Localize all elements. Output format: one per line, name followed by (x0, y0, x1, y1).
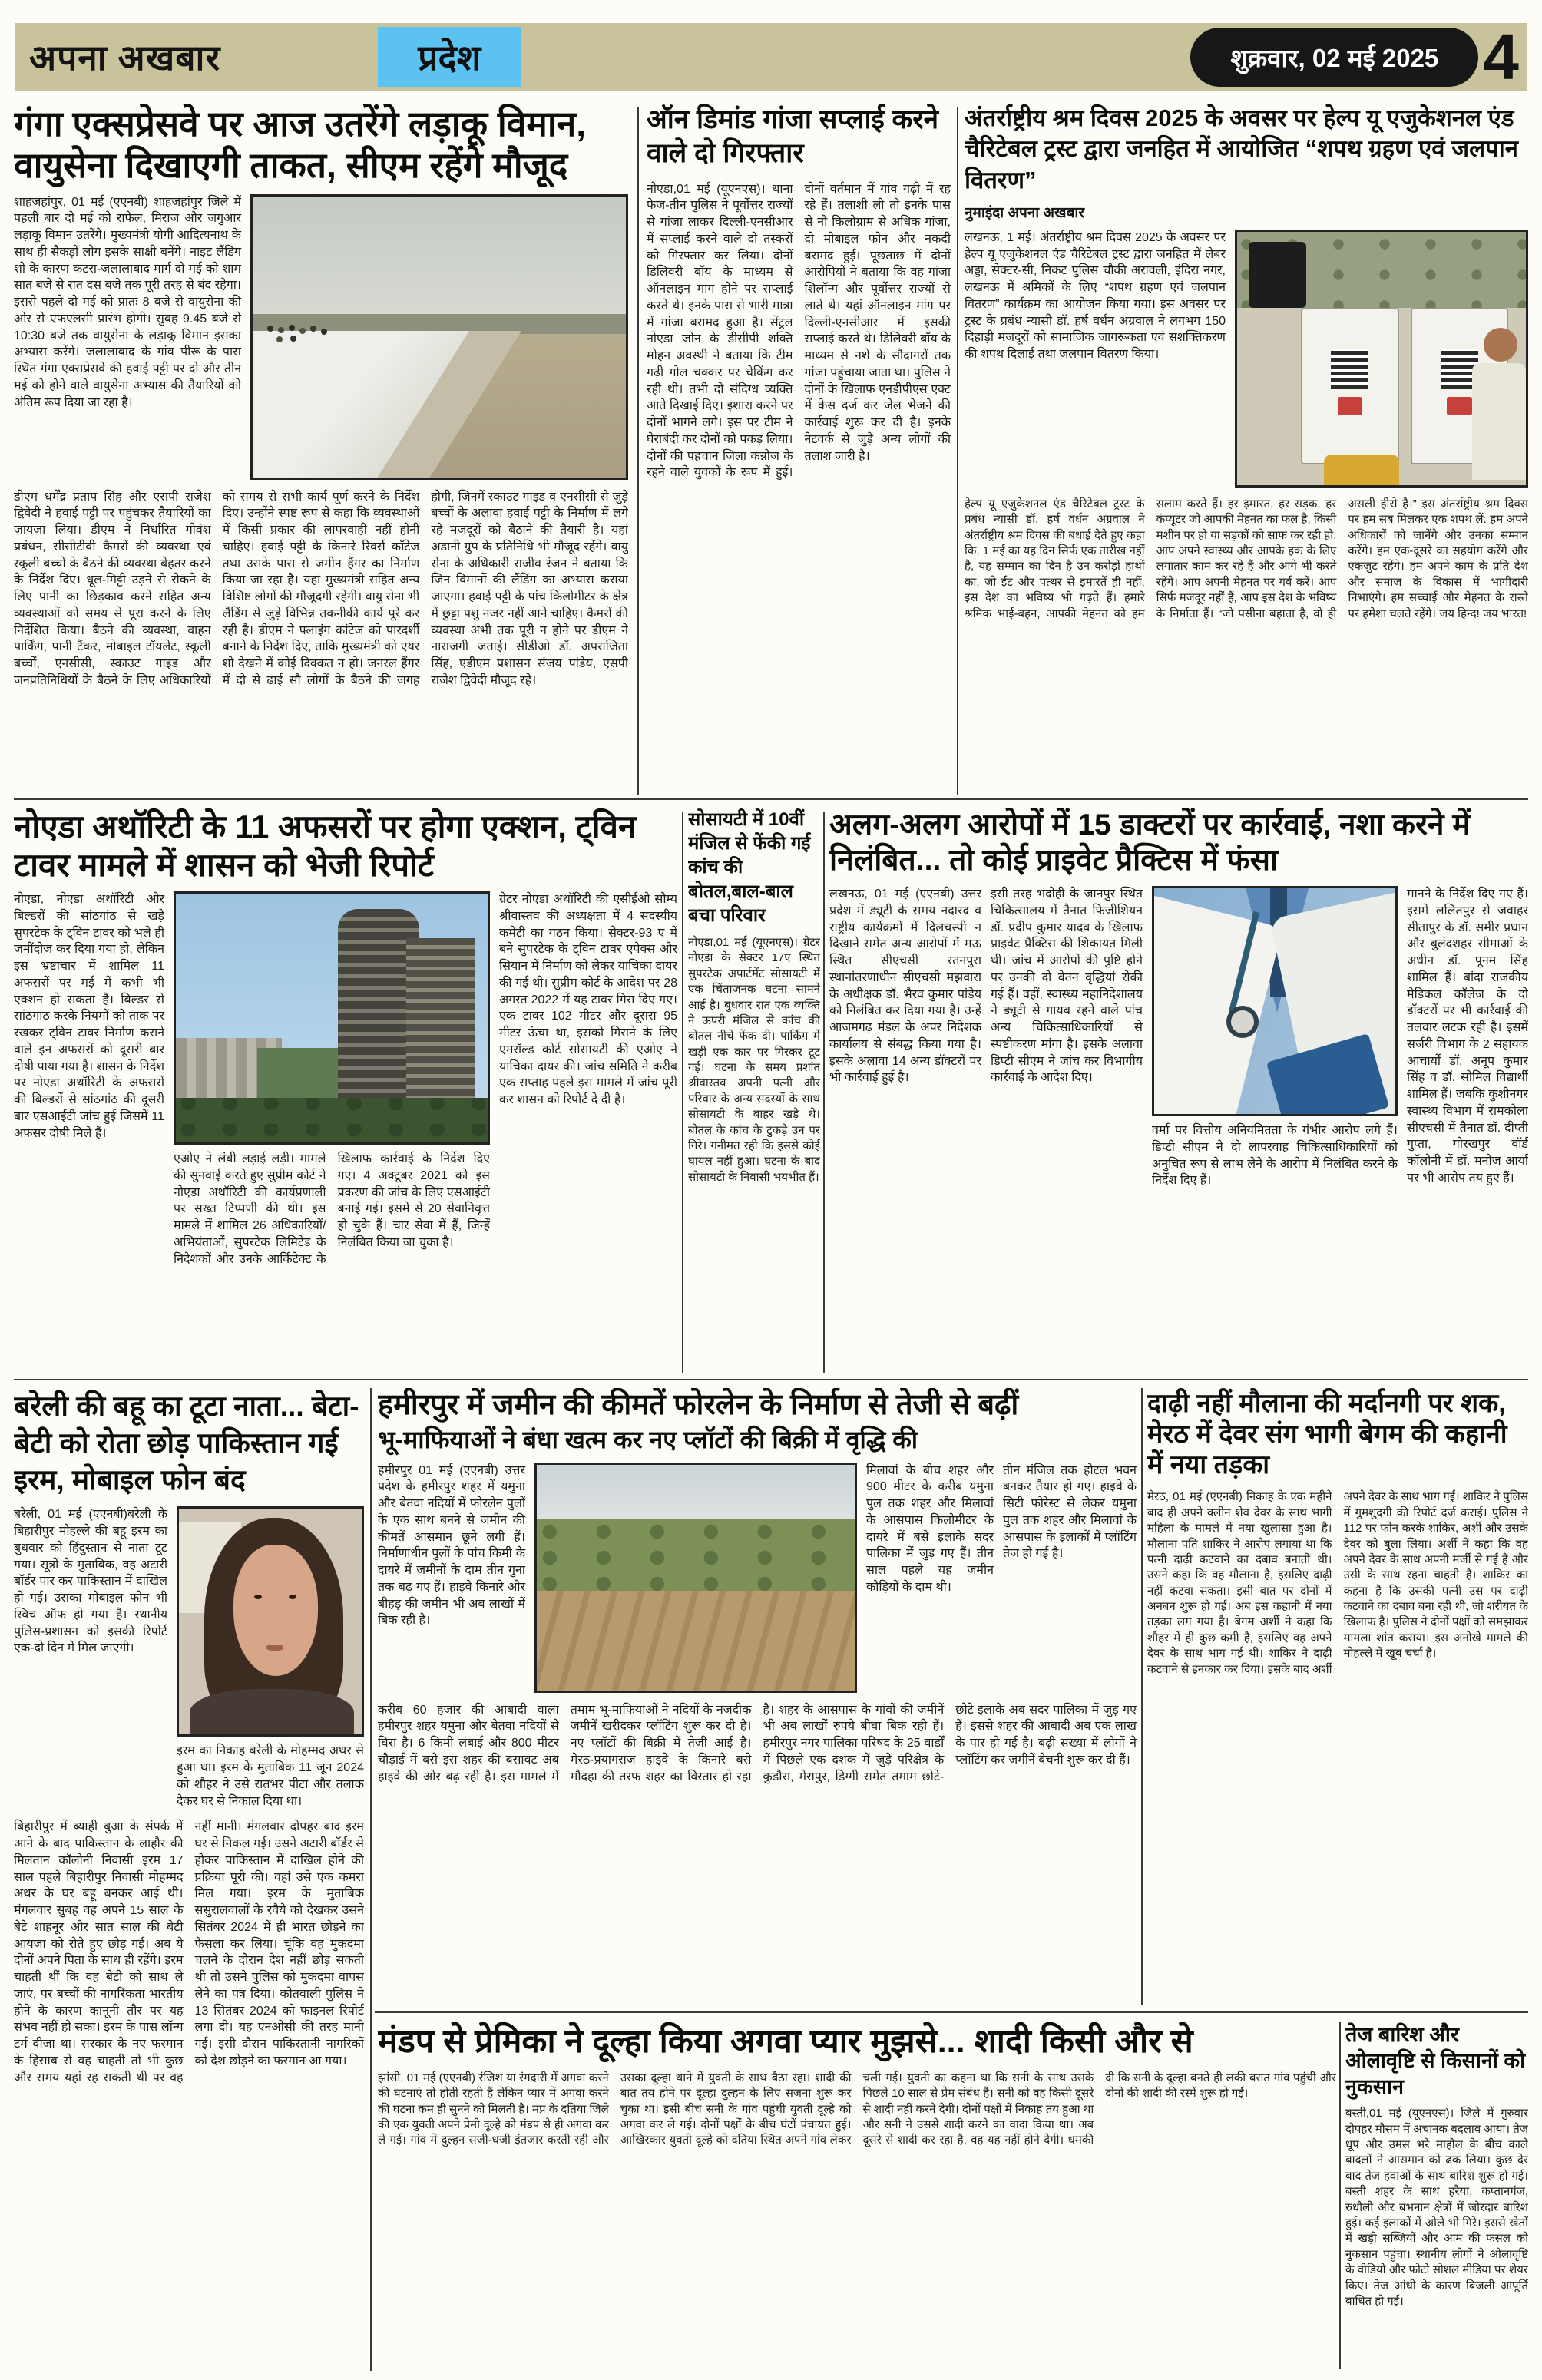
doctors-col1: लखनऊ, 01 मई (एएनबी) उत्तर प्रदेश में ड्यूटी के समय नदारद व राष्ट्रीय कार्यक्रमों में दिलचस्पी न दिखाने समेत अन्य आरोपों में मऊ स्थित सीएचसी रतनपुरा स्थानांतरणाधीन सीएचसी मझवारा के अधीक्षक डॉ. भैरव कुमार पांडेय को निलंबित कर दिया गया है। उन्हें आजमगढ़ मंडल के अपर निदेशक कार्यालय से संबद्ध किया गया है। इसके अलावा 14 अन्य डॉक्टरों पर भी कार्रवाई हुई है। (829, 888, 981, 1085)
article-maulana-beard (1147, 1388, 1528, 2002)
hamirpur-lead: हमीरपुर 01 मई (एएनबी) उत्तर प्रदेश के हमीरपुर शहर में यमुना और बेतवा नदियों में फोरलेन पुलों के एक साथ बनने से जमीन की कीमतें आसमान छूने लगी हैं। निर्माणाधीन पुलों के पांच किमी के दायरे में जमीनों के दाम तीन गुना तक बढ़ गए हैं। हाइवे किनारे और बीहड़ की जमीन भी अब लाखों में बिक रही है। (378, 1463, 525, 1628)
hamirpur-body-columns: करीब 60 हजार की आबादी वाला हमीरपुर शहर यमुना और बेतवा नदियों से घिरा है। 6 किमी लंबाई और 800 मीटर चौड़ाई में बसे इस शहर की बसावट अब हाइवे की ओर बढ़ रही है। इस मामले में तमाम भू-माफियाओं ने नदियों के नजदीक जमीनें खरीदकर प्लॉटिंग शुरू कर दी है। नए प्लॉटों की बिक्री में तेजी आई है। मेरठ-प्रयागराज हाइवे के किनारे बसे मौदहा की तरफ शहर का विस्तार हो रहा है। शहर के आसपास के गांवों की जमीनें भी अब लाखों रुपये बीघा बिक रही हैं। हमीरपुर नगर पालिका परिषद के 25 वार्डों में पिछले एक दशक में जुड़े परिक्षेत्र के कुडौरा, मेरापुर, डिग्गी समेत तमाम छोटे-छोटे इलाके अब सदर पालिका में जुड़ गए हैं। इससे शहर की आबादी अब एक लाख के पार हो गई है। बढ़ी संख्या में लोगों ने प्लॉटिंग कर जमीनें बेचनी शुरू कर दी हैं। (378, 1703, 1137, 1783)
article-bareli-iram (14, 1388, 364, 2371)
article-hamirpur-land (378, 1388, 1137, 2002)
basti-body: बस्ती,01 मई (यूएनएस)। जिले में गुरुवार दोपहर मौसम में अचानक बदलाव आया। तेज धूप और उमस भरे माहौल के बीच काले बादलों ने आसमान को ढक लिया। कुछ देर बाद तेज हवाओं के साथ बारिश शुरू हो गई। बस्ती शहर के साथ हरैया, कप्तानगंज, रुधौली और बभनान क्षेत्रों में जोरदार बारिश हुई। कई इलाकों में ओले भी गिरे। इससे खेतों में खड़ी सब्जियों और आम की फसल को नुकसान पहुंचा। स्थानीय लोगों ने ओलावृष्टि के वीडियो और फोटो सोशल मीडिया पर शेयर किए। तेज आंधी के कारण बिजली आपूर्ति बाधित हो गई। (1345, 2107, 1528, 2308)
bareli-lead: बरेली, 01 मई (एएनबी)बरेली के बिहारीपुर मोहल्ले की बहू इरम का बुधवार को हिंदुस्तान से नाता टूट गया। सूत्रों के मुताबिक, वह अटारी बॉर्डर पार कर पाकिस्तान में दाखिल हो गई। उसका मोबाइल फोन भी स्विच ऑफ हो गया है। स्थानीय पुलिस-प्रशासन को इसकी रिपोर्ट एक-दो दिन में मिल जाएगी। (14, 1508, 167, 1655)
ganja-body-columns: नोएडा,01 मई (यूएनएस)। थाना फेज-तीन पुलिस ने पूर्वोत्तर राज्यों से गांजा लाकर दिल्ली-एनसीआर में सप्लाई करने वाले दो तस्करों को गिरफ्तार कर लिया। दोनों डिलिवरी बॉय के माध्यम से ऑनलाइन मांग होने पर सप्लाई करते थे। इनके पास से भारी मात्रा में गांजा बरामद हुआ है। सेंट्रल नोएडा जोन के डीसीपी शक्ति मोहन अवस्थी ने बताया कि टीम गढ़ी गोल चक्कर पर चेकिंग कर रही थी। तभी दो संदिग्ध व्यक्ति आते दिखाई दिए। इशारा करने पर दोनों भागने लगे। इस पर टीम ने घेराबंदी कर दोनों को पकड़ लिया। दोनों की पहचान जिला कन्नौज के रहने वाले युवकों के रूप में हुई। दोनों वर्तमान में गांव गढ़ी में रह रहे हैं। तलाशी ली तो इनके पास से नौ किलोग्राम से अधिक गांजा, दो मोबाइल फोन और नकदी बरामद हुई। पूछताछ में दोनों आरोपियों ने बताया कि वह गांजा शिलॉन्ग और पूर्वोत्तर राज्यों से लाते थे। यहां ऑनलाइन मांग पर दिल्ली-एनसीआर में इसकी सप्लाई करते थे। डिलिवरी बॉय के माध्यम से नशे के सौदागरों तक गांजा पहुंचाया जाता था। पुलिस ने दोनों के खिलाफ एनडीपीएस एक्ट में केस दर्ज कर जेल भेजने की कार्रवाई शुरू कर दी है। इनके नेटवर्क से जुड़े अन्य लोगों की तलाश जारी है। (647, 182, 951, 480)
labour-lead-text: लखनऊ, 1 मई। अंतर्राष्ट्रीय श्रम दिवस 2025 के अवसर पर हेल्प यू एजुकेशनल एंड चैरिटेबल ट्रस्ट द्वारा जनहित में लेबर अड्डा, सेक्टर-सी, निकट पुलिस चौकी अरावली, इंदिरा नगर, लखनऊ में श्रमिकों के लिए “शपथ ग्रहण एवं जलपान वितरण” कार्यक्रम का आयोजन किया गया। इस अवसर पर ट्रस्ट के प्रबंध न्यासी डॉ. हर्ष वर्धन अग्रवाल ने लगभग 150 दिहाड़ी मजदूरों को सामाजिक जागरूकता एवं सशक्तिकरण की शपथ दिलाई तथा जलपान वितरण किया। (965, 230, 1226, 362)
ganga-lead-text: शाहजहांपुर, 01 मई (एएनबी) शाहजहांपुर जिले में पहली बार दो मई को राफेल, मिराज और जगुआर लड़ाकू विमान उतरेंगे। मुख्यमंत्री योगी आदित्यनाथ के साथ ही सैकड़ों लोग इसके साक्षी बनेंगे। नाइट लैंडिंग शो के कारण कटरा-जलालाबाद मार्ग दो मई को शाम सात बजे से रात दस बजे तक पूरी तरह से बंद रहेगा। इससे पहले दो मई को प्रातः 8 बजे से वायुसेना की ओर से एफएलसी प्रारंभ होगी। सुबह 9.45 बजे से 10:30 बजे तक वायुसेना के लड़ाकू विमान इसका अभ्यास करेंगे। जलालाबाद के गांव पीरू के पास स्थित गंगा एक्सप्रेसवे की हवाई पट्टी पर दो और तीन मई को होने वाले वायुसेना अभ्यास की तैयारियों को अंतिम रूप दिया जा रहा है। (14, 195, 241, 409)
photo-lips (266, 1645, 283, 1651)
photo-scrubland (537, 1519, 855, 1595)
farmland-photo (534, 1463, 857, 1693)
maulana-body-columns: मेरठ, 01 मई (एएनबी) निकाह के एक महीने बाद ही अपने क्लीन शेव देवर के साथ भागी महिला के मामले में नया खुलासा हुआ है। मौलाना पति शाकिर ने आरोप लगाया था कि पत्नी दाढ़ी कटवाने का दबाव बनाती थी। उसने कहा कि वह मौलाना है, इसलिए दाढ़ी नहीं कटवा सकता। इसी बात पर दोनों में अनबन शुरू हो गई। अब इस कहानी में नया तड़का लग गया है। बेगम अर्शी ने कहा कि शौहर में ही कुछ कमी है, इसलिए वह अपने देवर के साथ भाग गई थी। शाकिर ने दाढ़ी कटवाने से इनकार कर दिया। इसके बाद अर्शी अपने देवर के साथ भाग गई। शाकिर ने पुलिस में गुमशुदगी की रिपोर्ट दर्ज कराई। पुलिस ने 112 पर फोन करके शाकिर, अर्शी और उसके देवर को बुला लिया। अर्शी ने कहा कि वह अपने देवर के साथ अपनी मर्जी से गई है और उसी के साथ रहना चाहती है। शाकिर का कहना है कि उसकी पत्नी उस पर दाढ़ी कटवाने का दबाव बना रही थी, जो शरीयत के खिलाफ है। पुलिस ने दोनों पक्षों को समझाकर मामला शांत कराया। इस अनोखे मामले की मोहल्ले में खूब चर्चा है। (1147, 1490, 1528, 1676)
headline-society: सोसायटी में 10वीं मंजिल से फेंकी गई कांच की बोतल,बाल-बाल बचा परिवार (688, 809, 811, 926)
photo-shoulders (190, 1689, 354, 1737)
society-body: नोएडा,01 मई (यूएनएस)। ग्रेटर नोएडा के सेक्टर 17ए स्थित सुपरटेक अपार्टमेंट सोसायटी में एक चिंताजनक घटना सामने आई है। बुधवार रात एक व्यक्ति ने ऊपरी मंजिल से कांच की बोतल नीचे फेंक दी। पार्किंग में खड़ी एक कार पर गिरकर टूट गई। घटना के समय प्रशांत श्रीवास्तव अपनी पत्नी और परिवार के अन्य सदस्यों के साथ सोसायटी के बाहर खड़े थे। बोतल के कांच के टुकड़े उन पर गिरे। गनीमत रही कि इससे कोई घायल नहीं हुआ। घटना के बाद सोसायटी के निवासी भयभीत हैं। (688, 935, 820, 1184)
noida-middle (174, 891, 490, 1343)
runway-airshow-photo (250, 194, 628, 480)
photo-sky (253, 197, 626, 323)
headline-labour: अंतर्राष्ट्रीय श्रम दिवस 2025 के अवसर पर हेल्प यू एजुकेशनल एंड चैरिटेबल ट्रस्ट द्वारा जनहित में आयोजित “शपथ ग्रहण एवं जलपान वितरण” (965, 104, 1519, 193)
row-divider-1 (14, 798, 1528, 800)
subheadline-hamirpur: भू-माफियाओं ने बंधा खत्म कर नए प्लॉटों की बिक्री में वृद्धि की (378, 1425, 918, 1453)
photo-eye (289, 1595, 296, 1599)
banner-logo (1447, 397, 1471, 415)
headline-noida: नोएडा अथॉरिटी के 11 अफसरों पर होगा एक्शन, ट्विन टावर मामले में शासन को भेजी रिपोर्ट (14, 808, 637, 883)
col-divider-1b (957, 107, 958, 795)
photo-eye (254, 1595, 262, 1599)
bareli-body-columns: बिहारीपुर में ब्याही बुआ के संपर्क में आने के बाद पाकिस्तान के लाहौर की मिलतान कॉलोनी निवासी इरम 17 साल पहले बिहारीपुर निवासी मोहम्मद अथर के घर बहू बनकर आई थी। मंगलवार सुबह वह अपने 15 साल के बेटे शाहनूर और सात साल की बेटी आयजा को रोते हुए छोड़ गई। अब ये दोनों अपने पिता के साथ ही रहेंगे। इरम चाहती थीं कि वह बेटी को साथ ले जाएं, पर बच्चों की नागरिकता भारतीय होने के कारण कानूनी तौर पर यह संभव नहीं हो सका। इरम के पास लॉन्ग टर्म वीजा था। सरकार के नए फरमान के हिसाब से वह चाहती तो भी कुछ और समय यहां रह सकती थी पर वह नहीं मानी। मंगलवार दोपहर बाद इरम घर से निकल गई। उसने अटारी बॉर्डर से होकर पाकिस्तान में दाखिल होने की प्रक्रिया पूरी की। वहां उसे एक कमरा मिल गया। इरम के मुताबिक ससुरालवालों के रवैये को देखकर उसने सितंबर 2024 में ही भारत छोड़ने का फैसला कर लिया। चूंकि वह मुकदमा चलने के दौरान देश नहीं छोड़ सकती थी तो उसने पुलिस को मुकदमा वापस लेने का पत्र दिया। कोतवाली पुलिस ने 13 सितंबर 2024 को फाइनल रिपोर्ट लगा दी। यह एनओसी की तरह मानी गई। इसी दौरान पाकिस्तानी नागरिकों को देश छोड़ने का फरमान आ गया। (14, 1820, 364, 2084)
article-basti-hailstorm (1345, 2022, 1528, 2369)
photo-banner-left (1301, 308, 1399, 465)
article-ganga-expressway (14, 103, 628, 795)
photo-green-net (257, 1048, 351, 1102)
iram-portrait-photo (177, 1506, 364, 1737)
row-divider-2 (14, 1379, 1528, 1380)
section-label: प्रदेश (378, 27, 521, 87)
doctors-middle (1152, 886, 1398, 1337)
bareli-photo-below-text: इरम का निकाह बरेली के मोहम्मद अथर से हुआ था। इरम के मुताबिक 11 जून 2024 को शौहर ने उसे रातभर पीटा और तलाक देकर घर से निकाल दिया था। (177, 1744, 364, 1808)
twin-towers-photo (174, 891, 490, 1145)
headline-bareli: बरेली की बहू का टूटा नाता... बेटा-बेटी को रोता छोड़ पाकिस्तान गई इरम, मोबाइल फोन बंद (14, 1390, 359, 1496)
bareli-photo-column (177, 1506, 364, 1810)
headline-ganga: गंगा एक्सप्रेसवे पर आज उतरेंगे लड़ाकू विमान, वायुसेना दिखाएगी ताकत, सीएम रहेंगे मौजूद (14, 104, 587, 186)
col-divider-2b (823, 812, 825, 1373)
headline-mandap: मंडप से प्रेमिका ने दूल्हा किया अगवा प्यार मुझसे... शादी किसी और से (378, 2023, 1193, 2060)
mandap-body-columns: झांसी, 01 मई (एएनबी) रंजिश या रंगदारी में अगवा करने की घटनाएं तो होती रहती हैं लेकिन प्यार में अगवा करने की घटना कम ही सुनने को मिलती है। मप्र के दतिया जिले की एक युवती अपने प्रेमी दूल्हे को मंडप से ही अगवा कर ले गई। गांव में दुल्हन सजी-धजी इंतजार करती रही और उसका दूल्हा थाने में युवती के साथ बैठा रहा। शादी की बात तय होने पर दूल्हा दुल्हन के लिए सजना शुरू कर चुका था। इसी बीच सनी के गांव पहुंची युवती दूल्हे को अगवा कर ले गई। दोनों पक्षों के बीच घंटों पंचायत हुई। आखिरकार युवती दूल्हे को दतिया स्थित अपने गांव लेकर चली गई। युवती का कहना था कि सनी के साथ उसके पिछले 10 साल से प्रेम संबंध है। सनी को वह किसी दूसरे से शादी नहीं करने देगी। दोनों पक्षों में निकाह तय हुआ था और सनी ने उससे शादी करने का वादा किया था। अब दूसरे से शादी कर रहा है, वह यह नहीं होने देगी। धमकी दी कि सनी के दूल्हा बनते ही लकी बरात गांव पहुंची और दोनों की शादी की रस्में शुरू हो गईं। (378, 2071, 1336, 2147)
row-divider-3 (375, 2011, 1528, 2013)
col-divider-3b (1141, 1388, 1143, 2005)
noida-mid-text: एओए ने लंबी लड़ाई लड़ी। मामले की सुनवाई करते हुए सुप्रीम कोर्ट ने नोएडा अथॉरिटी की कार्यप्रणाली पर सख्त टिप्पणी की थी। इस मामले में शामिल 26 अधिकारियों/अभियंताओं, सुपरटेक लिमिटेड के निदेशकों और उनके आर्किटेक्ट के खिलाफ कार्रवाई के निर्देश दिए गए। 4 अक्टूबर 2021 को इस प्रकरण की जांच के लिए एसआईटी बनाई गई। इसमें से 20 सेवानिवृत्त हो चुके हैं। चार सेवा में हैं, जिन्हें निलंबित किया जा चुका है। (174, 1152, 490, 1266)
headline-ganja: ऑन डिमांड गांजा सप्लाई करने वाले दो गिरफ्तार (647, 104, 939, 168)
col-divider-2a (682, 812, 683, 1373)
doctor-photo (1152, 886, 1398, 1116)
col-divider-3a (370, 1388, 372, 2371)
headline-doctors: अलग-अलग आरोपों में 15 डाक्टरों पर कार्रवाई, नशा करने में निलंबित... तो कोई प्राइवेट प्रैक्टिस में फंसा (829, 808, 1471, 878)
col-divider-1a (637, 107, 639, 795)
hamirpur-colA: मिलावां के बीच शहर और 900 मीटर के करीब यमुना पुल तक शहर और मिलावां के आसपास किलोमीटर के दायरे में बसे इलाके सदर पालिका में जुड़ गए हैं। तीन साल पहले यह जमीन कौड़ियों के दाम थी। (866, 1463, 994, 1594)
col-divider-4a (1339, 2022, 1341, 2369)
labour-body-columns: हेल्प यू एजुकेशनल एंड चैरिटेबल ट्रस्ट के प्रबंध न्यासी डॉ. हर्ष वर्धन अग्रवाल ने अंतर्राष्ट्रीय श्रम दिवस की बधाई देते हुए कहा कि, 1 मई का यह दिन सिर्फ एक तारीख नहीं है, यह सम्मान का दिन है उन करोड़ों हाथों का, जो ईंट और पत्थर से इमारतें ही नहीं, इस देश का भविष्य भी गढ़ते हैं। हमारे श्रमिक भाई-बहन, आपकी मेहनत को हम सलाम करते हैं। हर इमारत, हर सड़क, हर कंप्यूटर जो आपकी मेहनत का फल है, किसी मशीन पर हो या सड़कों को साफ कर रही हो, आप अपने स्वास्थ्य और आपके हक के लिए लगातार काम कर रहे हैं और आगे भी करते रहेंगे। आप अपनी मेहनत पर गर्व करें। आप सिर्फ मजदूर नहीं हैं, आप इस देश के भविष्य के निर्माता हैं। “जो पसीना बहाता है, वो ही असली हीरो है।” इस अंतर्राष्ट्रीय श्रम दिवस पर हम सब मिलकर एक शपथ लें: हम अपने अधिकारों को जानेंगे और उनका सम्मान करेंगे। हम एक-दूसरे का सहयोग करेंगे और एकजुट रहेंगे। हम अपने काम के प्रति देश और समाज के विकास में भागीदारी निभाएंगे। हम सच्चाई और मेहनत के रास्ते पर हमेशा चलते रहेंगे। जय हिन्द! जय भारत! (965, 497, 1528, 620)
article-noida-authority (14, 808, 677, 1373)
noida-col3: ग्रेटर नोएडा अथॉरिटी की एसीईओ सौम्य श्रीवास्तव की अध्यक्षता में 4 सदस्यीय कमेटी का गठन किया। सेक्टर-93 ए में बने सुपरटेक के ट्विन टावर एपेक्स और सियान में निर्माण को लेकर याचिका दायर की गई थी। सुप्रीम कोर्ट के आदेश पर 28 अगस्त 2022 में यह टावर गिरा दिए गए। एक टावर 102 मीटर और दूसरा 95 मीटर ऊंचा था, इसको गिराने के लिए एमरॉल्ड कोर्ट सोसायटी की एओए ने याचिका दायर की। जांच समिति ने करीब एक सप्ताह पहले इस मामले में जांच पूरी कर शासन को रिपोर्ट दे दी है। (499, 893, 677, 1107)
headline-maulana: दाढ़ी नहीं मौलाना की मर्दानगी पर शक, मेरठ में देवर संग भागी बेगम की कहानी में नया तड़का (1147, 1389, 1507, 1480)
article-ganja-arrest (647, 103, 951, 795)
page-number: 4 (1483, 21, 1519, 93)
photo-fruit-pile (1324, 455, 1399, 485)
trust-event-photo (1235, 230, 1528, 488)
headline-hamirpur: हमीरपुर में जमीन की कीमतें फोरलेन के निर्माण से तेजी से बढ़ीं (378, 1389, 1019, 1421)
hamirpur-colB: तीन मंजिल तक होटल भवन बनकर तैयार हो गए। हाइवे के सिटी फोरेस्ट से लेकर यमुना पुल तक शहर और मिलावां के आसपास के इलाकों में प्लॉटिंग तेज हो गई है। (1003, 1463, 1137, 1561)
date-badge: शुक्रवार, 02 मई 2025 (1190, 28, 1478, 87)
headline-basti: तेज बारिश और ओलावृष्टि से किसानों को नुकसान (1345, 2023, 1526, 2098)
noida-col1: नोएडा, नोएडा अथॉरिटी और बिल्डरों की सांठगांठ से खड़े सुपरटेक के ट्विन टावर को भले ही जमींदोज कर दिया गया हो, लेकिन इस भ्रष्टाचार में शामिल 11 अफसरों पर मई में कभी भी एक्शन हो सकता है। बिल्डर से सांठगांठ करके नियमों को ताक पर रखकर ट्विन टावर निर्माण कराने वाले इन अफसरों को दूसरी बार दोषी पाया गया है। शासन के निर्देश पर नोएडा अथॉरिटी के अफसरों की बिल्डरों से सांठगांठ की दूसरी बार एसआईटी जांच हुई जिसमें 11 अफसर दोषी मिले हैं। (14, 893, 164, 1140)
article-society-bottle (688, 808, 820, 1373)
labour-byline: नुमाइंदा अपना अखबार (965, 204, 1085, 221)
photo-stethoscope-chestpiece (1226, 1006, 1259, 1038)
photo-speaker-box (1249, 242, 1306, 308)
photo-sky (537, 1465, 855, 1523)
doctors-col4: मानने के निर्देश दिए गए हैं। इसमें ललितपुर से जवाहर सीतापुर के डॉ. समीर प्रधान और बुलंदशहर सीमाओं के अधीन डॉ. पूनम सिंह शामिल हैं। बांदा राजकीय मेडिकल कॉलेज के दो डॉक्टरों पर भी कार्रवाई की तलवार लटक रही है। इसमें सर्जरी विभाग के 2 सहायक आचार्यों डॉ. अनूप कुमार सिंह व डॉ. सोमिल विद्यार्थी शामिल हैं। जबकि कुशीनगर स्वास्थ्य विभाग में रामकोला सीएचसी में तैनात डॉ. दीप्ती गुप्ता, गोरखपुर वॉर्ड कॉलोनी में डॉ. मनोज आर्या पर भी आरोप तय हुए हैं। (1407, 888, 1528, 1185)
photo-dirt-foreground (537, 1591, 855, 1690)
ganga-body-columns: डीएम धर्मेंद्र प्रताप सिंह और एसपी राजेश द्विवेदी ने हवाई पट्टी पर पहुंचकर तैयारियों का जायजा लिया। डीएम ने निर्धारित गोवंश प्रबंधन, सीसीटीवी कैमरों की व्यवस्था एवं स्कूली बच्चों के बैठने की व्यवस्था बेहतर करने के निर्देश दिए। धूल-मिट्टी उड़ने से रोकने के लिए पानी का छिड़काव करने सहित अन्य व्यवस्थाओं को समय से पूरा करने के लिए निर्देशित किया। बैठने की व्यवस्था, वाहन पार्किंग, पानी टैंकर, मोबाइल टॉयलेट, स्कूली बच्चों, एनसीसी, स्काउट गाइड और जनप्रतिनिधियों के बैठने के लिए अधिकारियों को समय से सभी कार्य पूर्ण करने के निर्देश दिए। उन्होंने स्पष्ट रूप से कहा कि व्यवस्थाओं में किसी प्रकार की लापरवाही नहीं होनी चाहिए। हवाई पट्टी के किनारे रिवर्स कॉटेज तथा उसके पास से जमीन हैंगर का निर्माण किया जा रहा है। यहां मुख्यमंत्री सहित अन्य विशिष्ट लोगों की मौजूदगी रहेगी। वायु सेना भी लैंडिंग से जुड़े विभिन्न तकनीकी कार्य पूरे कर रही है। डीएम ने फ्लाइंग कांटेज को पारदर्शी बनाने के निर्देश दिए, ताकि मुख्यमंत्री को एयर शो देखने में कोई दिक्कत न हो। जनरल हैंगर में दो से ढाई सौ लोगों के बैठने की जगह होगी, जिनमें स्काउट गाइड व एनसीसी से जुड़े बच्चों के अलावा हवाई पट्टी के निर्माण में लगे रहे मजदूरों को बैठाने की तैयारी है। यहां अडानी ग्रुप के प्रतिनिधि भी मौजूद रहेंगे। वायु सेना के अधिकारी राजीव रंजन ने बताया कि जिन विमानों की लैंडिंग का अभ्यास कराया जाएगा। हवाई पट्टी के पांच किलोमीटर के क्षेत्र में छुट्टा पशु नजर नहीं आने चाहिए। कैमरों की व्यवस्था अभी तक पूरी न होने पर डीएम ने नाराजगी जताई। सीडीओ डॉ. अपराजिता सिंह, एडीएम प्रशासन संजय पांडेय, एसपी राजेश द्विवेदी मौजूद रहे। (14, 490, 628, 687)
photo-tower-ceyane (406, 938, 475, 1122)
masthead (15, 23, 1527, 91)
doctors-col2: इसी तरह भदोही के जानपुर स्थित चिकित्सालय में तैनात फिजीशियन डॉ. प्रदीप कुमार यादव के खिलाफ प्राइवेट प्रैक्टिस की शिकायत मिली थी। जांच में आरोपों की पुष्टि होने पर उनकी दो वेतन वृद्धियां रोकी गई हैं। वहीं, स्वास्थ्य महानिदेशालय ने ड्यूटी से गायब रहने वाले पांच अन्य चिकित्साधिकारियों से स्पष्टीकरण मांगा है। इसके अलावा डिप्टी सीएम ने जांच कर विभागीय कार्रवाई के आदेश दिए। (991, 888, 1143, 1085)
article-labour-day-trust (965, 103, 1528, 795)
qr-code (1331, 349, 1369, 389)
doctors-mid-text: वर्मा पर वित्तीय अनियमितता के गंभीर आरोप लगे हैं। डिप्टी सीएम ने दो लापरवाह चिकित्साधिकारियों को अनुचित रूप से लाभ लेने के आरोप में निलंबित करने के निर्देश दिए हैं। (1152, 1124, 1398, 1188)
banner-logo (1338, 397, 1362, 415)
paper-name: अपना अखबार (29, 38, 221, 78)
article-doctors-action (829, 808, 1528, 1373)
photo-face (233, 1545, 317, 1676)
article-mandap-abduction (378, 2022, 1336, 2369)
photo-trees (176, 1098, 488, 1142)
photo-person-head (1484, 328, 1517, 362)
photo-person-torso (1472, 363, 1526, 480)
